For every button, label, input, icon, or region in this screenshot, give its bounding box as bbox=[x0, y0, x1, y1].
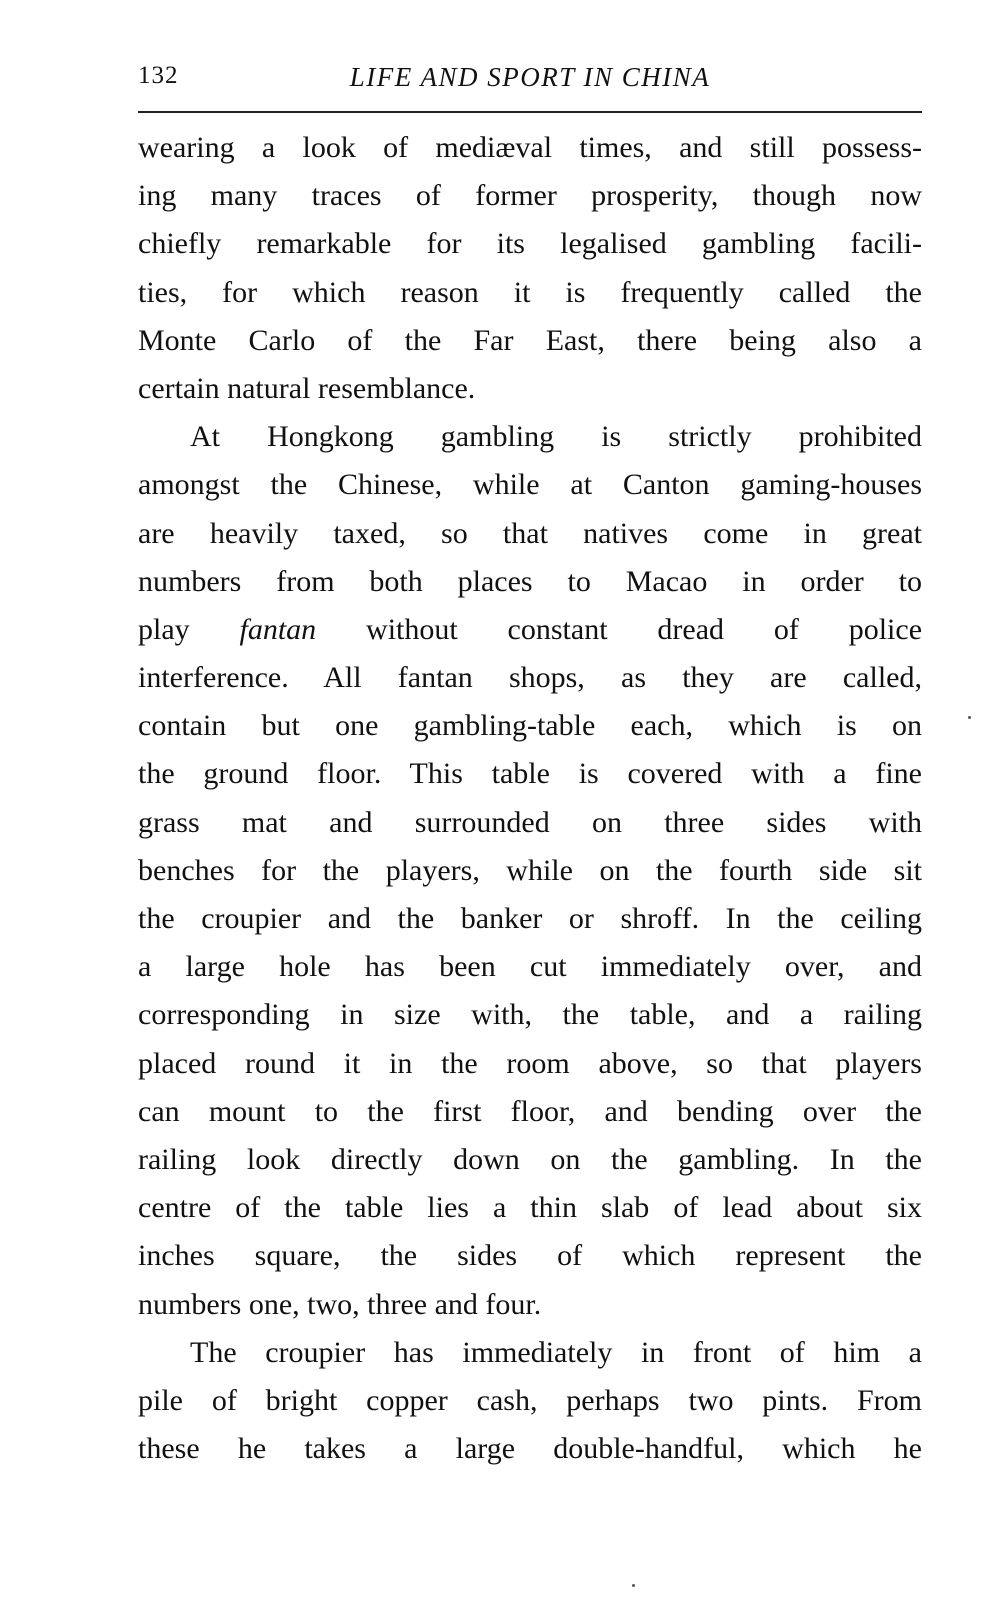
text-line: placed round it in the room above, so that players bbox=[138, 1046, 922, 1080]
text-line: amongst the Chinese, while at Canton gaming-houses bbox=[138, 468, 922, 502]
text-line: ing many traces of former prosperity, though now bbox=[138, 179, 922, 213]
text-line: chiefly remarkable for its legalised gambling facili- bbox=[138, 227, 922, 261]
running-header bbox=[138, 62, 922, 112]
text-line: are heavily taxed, so that natives come in great bbox=[138, 516, 922, 550]
paragraph-1 bbox=[138, 124, 922, 413]
italic-word: fantan bbox=[239, 612, 317, 646]
text-line: numbers from both places to Macao in order to bbox=[138, 564, 922, 598]
text-run: without constant dread of police bbox=[316, 612, 923, 646]
text-line: grass mat and surrounded on three sides with bbox=[138, 805, 922, 839]
text-line: contain but one gambling-table each, which is on bbox=[138, 709, 922, 743]
text-line: numbers one, two, three and four. bbox=[138, 1287, 542, 1321]
header-rule bbox=[138, 111, 922, 113]
text-line: can mount to the first floor, and bending over the bbox=[138, 1094, 922, 1128]
page-number: 132 bbox=[138, 62, 179, 89]
body-text bbox=[138, 124, 922, 1473]
text-line: centre of the table lies a thin slab of lead about six bbox=[138, 1191, 922, 1225]
text-line: certain natural resemblance. bbox=[138, 371, 476, 405]
text-line: inches square, the sides of which represent the bbox=[138, 1239, 922, 1273]
text-line: corresponding in size with, the table, and a railing bbox=[138, 998, 922, 1032]
text-line: Monte Carlo of the Far East, there being also a bbox=[138, 323, 922, 357]
text-run: play bbox=[138, 612, 240, 646]
text-line: The croupier has immediately in front of him a bbox=[190, 1335, 922, 1369]
scan-speck bbox=[632, 1584, 635, 1587]
text-line: pile of bright copper cash, perhaps two pints. From bbox=[138, 1383, 922, 1417]
text-line: railing look directly down on the gambling. In the bbox=[138, 1142, 922, 1176]
text-line-with-italic bbox=[138, 606, 922, 654]
text-line: the ground floor. This table is covered with a fine bbox=[138, 757, 922, 791]
text-line: interference. All fantan shops, as they are called, bbox=[138, 661, 922, 695]
paragraph-3 bbox=[138, 1329, 922, 1474]
text-line: benches for the players, while on the fourth side sit bbox=[138, 853, 922, 887]
text-line: these he takes a large double-handful, which he bbox=[138, 1432, 922, 1466]
scan-speck bbox=[968, 716, 971, 719]
text-line: the croupier and the banker or shroff. In the ceiling bbox=[138, 902, 922, 935]
text-line: At Hongkong gambling is strictly prohibited bbox=[190, 420, 922, 454]
text-line: a large hole has been cut immediately over, and bbox=[138, 950, 922, 984]
running-title: LIFE AND SPORT IN CHINA bbox=[349, 62, 711, 92]
text-line: wearing a look of mediæval times, and still possess- bbox=[138, 131, 922, 164]
text-line: ties, for which reason it is frequently called the bbox=[138, 275, 922, 309]
paragraph-2 bbox=[138, 413, 922, 1329]
